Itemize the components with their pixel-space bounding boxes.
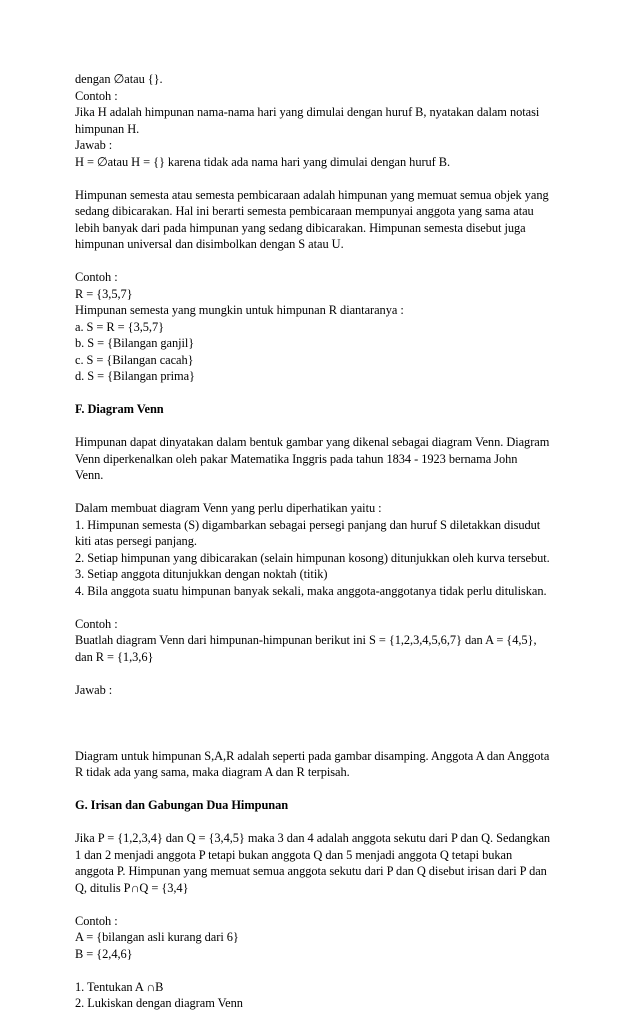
diagram-placeholder-space xyxy=(75,698,575,748)
text-line: Himpunan semesta atau semesta pembicaraan adalah himpunan yang memuat semua objek yang xyxy=(75,187,549,202)
document-body xyxy=(75,71,575,1012)
list-item: 4. Bila anggota suatu himpunan banyak sekali, maka anggota-anggotanya tidak perlu dituliskan. xyxy=(75,583,547,598)
spacer xyxy=(75,814,575,831)
venn-answer-paragraph xyxy=(75,748,575,781)
venn-example xyxy=(75,616,575,666)
text-line: R = {3,5,7} xyxy=(75,286,133,301)
text-line: Dalam membuat diagram Venn yang perlu diperhatikan yaitu : xyxy=(75,501,382,515)
spacer xyxy=(75,170,575,187)
list-item: 1. Himpunan semesta (S) digambarkan sebagai persegi panjang dan huruf S diletakkan disudut xyxy=(75,517,541,532)
spacer xyxy=(75,484,575,501)
list-item: d. S = {Bilangan prima} xyxy=(75,369,195,383)
spacer xyxy=(75,781,575,798)
intersection-paragraph xyxy=(75,830,575,896)
text-line: Jika P = {1,2,3,4} dan Q = {3,4,5} maka 3 dan 4 adalah anggota sekutu dari P dan Q. Sedangkan xyxy=(75,831,551,845)
text-line: Jika H adalah himpunan nama-nama hari yang dimulai dengan huruf B, nyatakan dalam notasi xyxy=(75,105,540,119)
list-item: a. S = R = {3,5,7} xyxy=(75,319,164,334)
universal-set-example xyxy=(75,269,575,385)
spacer xyxy=(75,418,575,435)
spacer xyxy=(75,665,575,682)
text-line: himpunan H. xyxy=(75,121,140,136)
list-item: 3. Setiap anggota ditunjukkan dengan noktah (titik) xyxy=(75,567,328,581)
list-item: 2. Lukiskan dengan diagram Venn xyxy=(75,996,243,1010)
text-line: 1 dan 2 menjadi anggota P tetapi bukan anggota Q dan 5 menjadi anggota Q tetapi bukan xyxy=(75,847,513,862)
text-line: lebih banyak dari pada himpunan yang sedang dibicarakan. Himpunan semesta disebut juga xyxy=(75,220,526,235)
list-item: b. S = {Bilangan ganjil} xyxy=(75,336,195,350)
text-line: Himpunan dapat dinyatakan dalam bentuk gambar yang dikenal sebagai diagram Venn. Diagram xyxy=(75,435,550,449)
universal-set-paragraph xyxy=(75,187,575,253)
text-line: Contoh : xyxy=(75,88,118,103)
text-line: Contoh : xyxy=(75,616,118,631)
spacer xyxy=(75,896,575,913)
text-line: R tidak ada yang sama, maka diagram A dan R terpisah. xyxy=(75,765,350,779)
spacer xyxy=(75,253,575,270)
venn-rules-list xyxy=(75,500,575,599)
text-line: Buatlah diagram Venn dari himpunan-himpunan berikut ini S = {1,2,3,4,5,6,7} dan A = {4,5}, xyxy=(75,633,537,647)
text-line: dan R = {1,3,6} xyxy=(75,649,154,664)
empty-set-example xyxy=(75,71,575,170)
text-line: dengan ∅atau {}. xyxy=(75,72,163,86)
section-heading-venn: F. Diagram Venn xyxy=(75,402,164,416)
text-line: Diagram untuk himpunan S,A,R adalah seperti pada gambar disamping. Anggota A dan Anggota xyxy=(75,748,550,763)
text-line: Contoh : xyxy=(75,913,118,928)
intersection-example xyxy=(75,913,575,963)
spacer xyxy=(75,599,575,616)
text-line: Contoh : xyxy=(75,270,118,284)
list-item: 1. Tentukan A ∩B xyxy=(75,979,164,994)
text-line: Jawab : xyxy=(75,138,113,152)
text-line: Himpunan semesta yang mungkin untuk himpunan R diantaranya : xyxy=(75,303,404,317)
text-line: H = ∅atau H = {} karena tidak ada nama hari yang dimulai dengan huruf B. xyxy=(75,154,451,169)
section-heading-intersection: G. Irisan dan Gabungan Dua Himpunan xyxy=(75,798,289,812)
text-line: Venn. xyxy=(75,468,104,482)
text-line: anggota P. Himpunan yang memuat semua anggota sekutu dari P dan Q disebut irisan dari P dan xyxy=(75,864,547,878)
text-line: Venn diperkenalkan oleh pakar Matematika Inggris pada tahun 1834 - 1923 bernama John xyxy=(75,451,518,466)
answer-label: Jawab : xyxy=(75,682,113,697)
list-item: c. S = {Bilangan cacah} xyxy=(75,352,194,367)
text-line: Q, ditulis P∩Q = {3,4} xyxy=(75,880,189,895)
spacer xyxy=(75,385,575,402)
text-line: B = {2,4,6} xyxy=(75,946,133,961)
intersection-tasks xyxy=(75,979,575,1012)
list-item: kiti atas persegi panjang. xyxy=(75,534,197,548)
spacer xyxy=(75,962,575,979)
venn-intro-paragraph xyxy=(75,434,575,484)
text-line: A = {bilangan asli kurang dari 6} xyxy=(75,930,239,944)
list-item: 2. Setiap himpunan yang dibicarakan (selain himpunan kosong) ditunjukkan oleh kurva tersebut. xyxy=(75,550,550,565)
text-line: himpunan universal dan disimbolkan dengan S atau U. xyxy=(75,237,344,251)
text-line: sedang dibicarakan. Hal ini berarti semesta pembicaraan mempunyai anggota yang sama atau xyxy=(75,204,534,218)
